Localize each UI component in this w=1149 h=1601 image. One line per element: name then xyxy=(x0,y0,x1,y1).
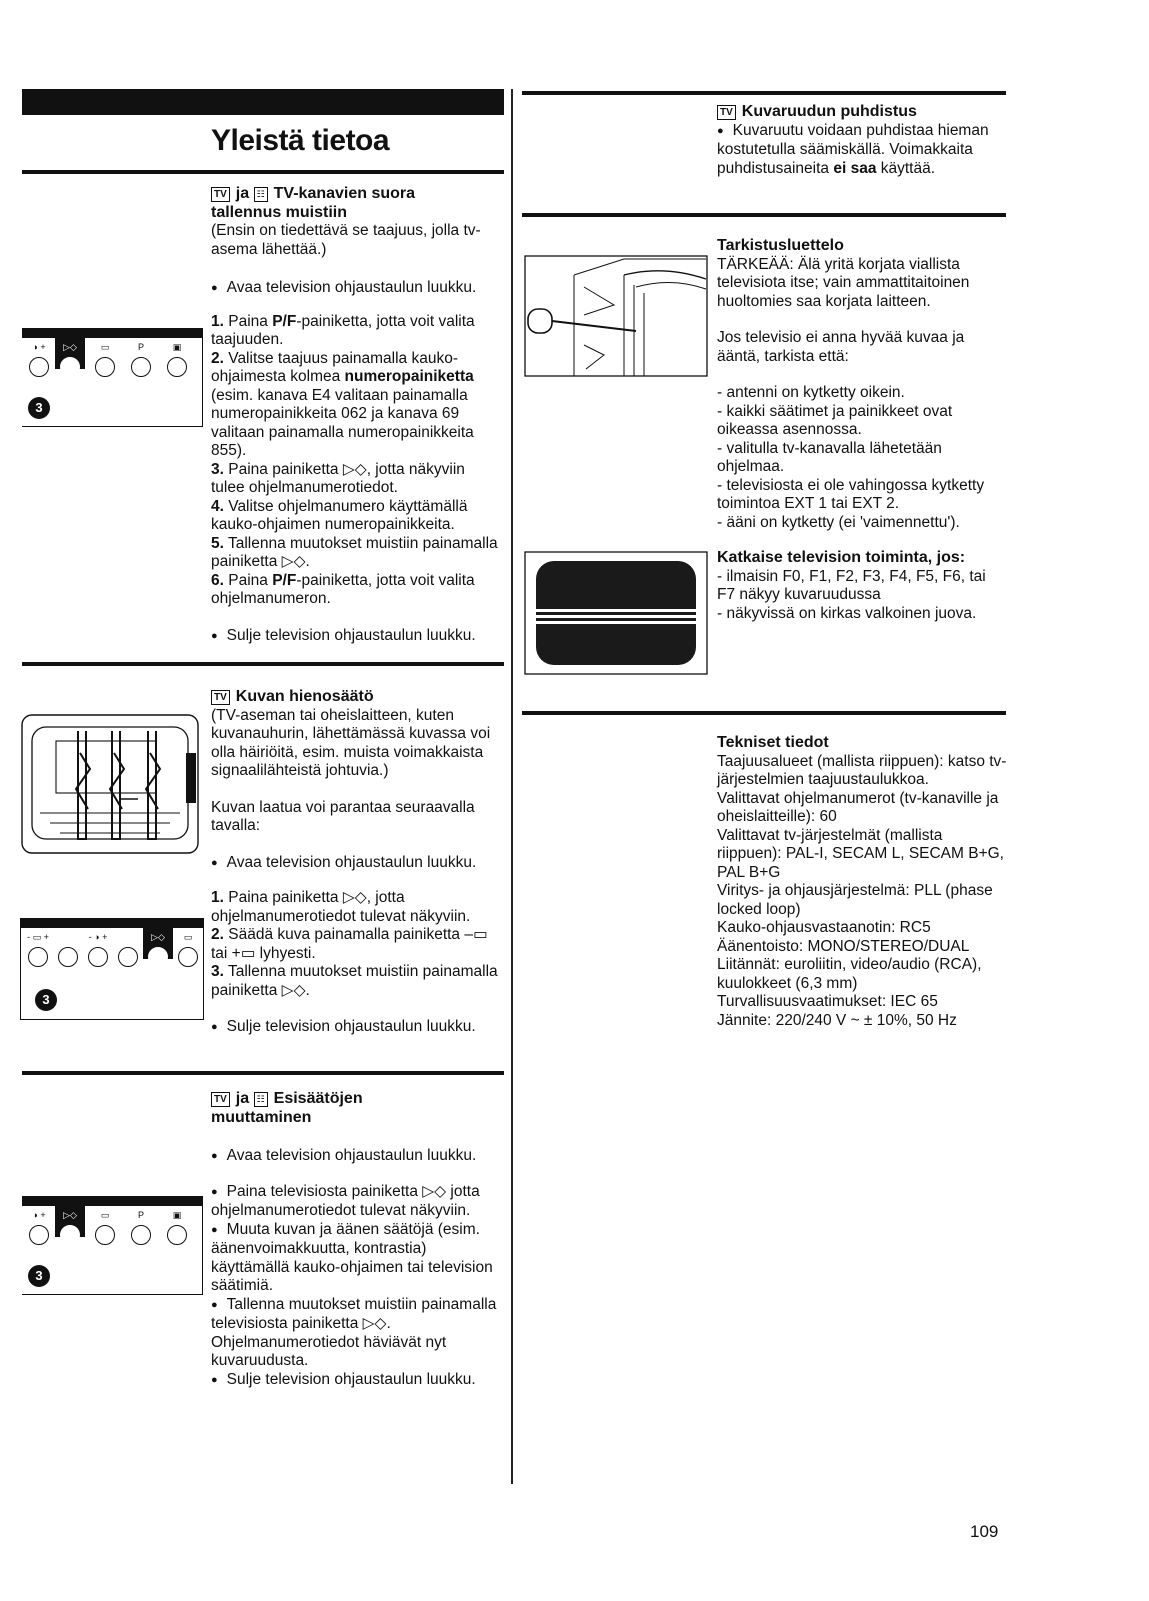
clean-heading-text: Kuvaruudun puhdistus xyxy=(741,103,917,120)
knob-system: ▣ xyxy=(162,1205,192,1237)
tech-line: Turvallisuusvaatimukset: IEC 65 xyxy=(717,993,938,1010)
step-number: 5. xyxy=(211,534,224,552)
knob-search: ▭ xyxy=(173,927,203,959)
shutdown-heading: Katkaise television toiminta, jos: xyxy=(717,549,966,566)
bullet-icon xyxy=(211,627,227,644)
fine-open xyxy=(211,854,501,874)
column-divider xyxy=(511,89,513,1484)
header-bar-left xyxy=(22,89,504,115)
step-text: Paina xyxy=(228,312,273,330)
presets-open-text: Avaa television ohjaustaulun luukku. xyxy=(226,1147,477,1164)
knob-search: ▭ xyxy=(90,337,120,369)
knob-contrast: ◑ + xyxy=(24,337,54,369)
presets-b1-text: Paina televisiosta painiketta ▷◇ jotta ohjelmanumerotiedot tulevat näkyviin. xyxy=(211,1182,480,1219)
presets-b1 xyxy=(211,1183,501,1221)
clean-text-a: Kuvaruutu voidaan puhdistaa hieman kostutetulla säämiskällä. Voimakkaita puhdistusaineita xyxy=(717,121,989,177)
step-text: Valitse ohjelmanumero käyttämällä kauko-ohjaimen numeropainikkeita. xyxy=(211,497,468,533)
shutdown-l2: - näkyvissä on kirkas valkoinen juova. xyxy=(717,604,977,622)
presets-b3-text: Tallenna muutokset muistiin painamalla televisiosta painiketta ▷◇. Ohjelmanumerotiedot häviävät nyt kuvaruudusta. xyxy=(211,1295,497,1369)
step-text: Tallenna muutokset muistiin painamalla painiketta ▷◇. xyxy=(211,534,498,570)
store-close xyxy=(211,627,501,647)
step-badge: 3 xyxy=(35,989,57,1011)
tv-icon: TV xyxy=(211,1092,230,1107)
knob-tuning xyxy=(53,927,83,959)
tv-icon: TV xyxy=(717,105,736,120)
title-underline xyxy=(22,170,504,174)
section-checklist xyxy=(717,237,1007,532)
section-fine-tuning xyxy=(211,688,501,1038)
tv-door-illustration xyxy=(20,713,200,855)
store-step xyxy=(211,461,501,498)
check-item: - valitulla tv-kanavalla lähetetään ohjelmaa. xyxy=(717,439,942,475)
bullet-icon xyxy=(211,1018,227,1035)
antenna-icon: ☷ xyxy=(254,1092,268,1107)
store-head-ja: ja xyxy=(235,185,250,202)
page-title: Yleistä tietoa xyxy=(211,124,390,157)
step-badge: 3 xyxy=(28,1265,50,1287)
section-rule xyxy=(522,213,1006,217)
check-item: - kaikki säätimet ja painikkeet ovat oikeassa asennossa. xyxy=(717,402,953,438)
bullet-icon xyxy=(211,1296,227,1313)
tech-line: Äänentoisto: MONO/STEREO/DUAL xyxy=(717,937,970,955)
section-technical xyxy=(717,734,1007,1030)
clean-heading xyxy=(717,103,1002,122)
step-number: 2. xyxy=(211,349,224,367)
tech-line: Jännite: 220/240 V ~ ± 10%, 50 Hz xyxy=(717,1011,957,1029)
step-number: 6. xyxy=(211,571,224,589)
fine-heading xyxy=(211,688,501,707)
knob-contrast-2 xyxy=(113,927,143,959)
presets-head-ja: ja xyxy=(235,1090,250,1107)
step-badge: 3 xyxy=(28,397,50,419)
store-heading xyxy=(211,185,501,222)
step-text: Valitse taajuus painamalla kauko-ohjaimesta kolmea xyxy=(211,349,459,385)
knob-prog: P xyxy=(126,1205,156,1237)
bullet-icon xyxy=(211,1147,227,1164)
presets-b2 xyxy=(211,1221,501,1296)
knob-store: ▷◇ xyxy=(55,1205,85,1237)
tv-icon: TV xyxy=(211,690,230,705)
step-bold: P/F xyxy=(272,571,297,589)
store-step xyxy=(211,498,501,535)
control-panel-diagram-2 xyxy=(20,918,204,1020)
header-rule-right xyxy=(522,91,1006,95)
store-step xyxy=(211,313,501,350)
presets-b2-text: Muuta kuvan ja äänen säätöjä (esim. äänenvoimakkuutta, kontrastia) käyttämällä kauko-ohjaimen tai television säätimiä. xyxy=(211,1220,493,1294)
check-item: - televisiosta ei ole vahingossa kytketty toimintoa EXT 1 tai EXT 2. xyxy=(717,476,985,512)
tech-line: Kauko-ohjausvastaanotin: RC5 xyxy=(717,919,931,936)
section-cleaning xyxy=(717,103,1002,178)
fine-step-1: 1. Paina painiketta ▷◇, jotta ohjelmanumerotiedot tulevat näkyviin. xyxy=(211,889,471,925)
knob-contrast: - ◑ + xyxy=(83,927,113,959)
section-rule xyxy=(522,711,1006,715)
tech-lines xyxy=(717,753,1007,1031)
store-close-text: Sulje television ohjaustaulun luukku. xyxy=(226,626,476,644)
step-text-2: -painiketta, jotta voit valita taajuuden. xyxy=(211,312,475,348)
control-panel-diagram-3 xyxy=(22,1196,203,1295)
presets-b4-text: Sulje television ohjaustaulun luukku. xyxy=(226,1370,476,1388)
step-bold: numeropainiketta xyxy=(344,368,474,385)
fine-step-2: 2. Säädä kuva painamalla painiketta –▭ tai +▭ lyhyesti. xyxy=(211,926,488,962)
step-text-2: (esim. kanava E4 valitaan painamalla numeropainikkeita 062 ja kanava 69 valitaan painamalla numeropainikkeita 855). xyxy=(211,386,474,459)
presets-heading-line2: muuttaminen xyxy=(211,1108,312,1126)
knob-system: ▣ xyxy=(162,337,192,369)
bullet-icon xyxy=(211,1221,227,1238)
control-panel-diagram-1 xyxy=(22,328,203,427)
clean-text-b: käyttää. xyxy=(876,159,936,177)
presets-heading-line1: Esisäätöjen xyxy=(273,1090,363,1107)
clean-text xyxy=(717,122,1002,179)
store-step xyxy=(211,535,501,572)
section-store xyxy=(211,185,501,646)
fine-intro: (TV-aseman tai oheislaitteen, kuten kuvanauhurin, lähettämässä kuvassa voi olla häiriöitä, esim. muista voimakkaista signaalilähteistä johtuvia.) xyxy=(211,706,491,779)
step-bold: P/F xyxy=(272,312,297,330)
store-heading-line2: tallennus muistiin xyxy=(211,203,348,221)
section-shutdown xyxy=(717,549,1007,623)
tech-line: Liitännät: euroliitin, video/audio (RCA), kuulokkeet (6,3 mm) xyxy=(717,956,982,992)
knob-contrast: ◑ + xyxy=(24,1205,54,1237)
knob-store: ▷◇ xyxy=(143,927,173,959)
fine-close-text: Sulje television ohjaustaulun luukku. xyxy=(226,1018,476,1035)
page-number: 109 xyxy=(970,1522,999,1541)
store-step xyxy=(211,572,501,609)
tv-white-line-illustration xyxy=(524,551,708,675)
step-text-2: -painiketta, jotta voit valita ohjelmanumeron. xyxy=(211,571,475,607)
check-heading: Tarkistusluettelo xyxy=(717,237,844,254)
tech-heading: Tekniset tiedot xyxy=(717,734,829,751)
tech-line: Valittavat tv-järjestelmät (mallista riippuen): PAL-I, SECAM L, SECAM B+G, PAL B+G xyxy=(717,826,1004,881)
fine-open-text: Avaa television ohjaustaulun luukku. xyxy=(226,853,477,871)
shutdown-l1: - ilmaisin F0, F1, F2, F3, F4, F5, F6, tai F7 näkyy kuvaruudussa xyxy=(717,567,986,603)
fine-step-3-text: Tallenna muutokset muistiin painamalla painiketta ▷◇. xyxy=(211,963,498,999)
fine-step-1-text: Paina painiketta ▷◇, jotta ohjelmanumerotiedot tulevat näkyviin. xyxy=(211,889,471,925)
presets-open xyxy=(211,1147,501,1167)
clean-text-bold: ei saa xyxy=(833,159,877,177)
knob-tuning-minus: - ▭ + xyxy=(23,927,53,959)
section-rule xyxy=(22,1071,504,1075)
bullet-icon xyxy=(211,1183,227,1200)
presets-b4 xyxy=(211,1371,501,1391)
check-item: - ääni on kytketty (ei 'vaimennettu'). xyxy=(717,513,960,531)
knob-store: ▷◇ xyxy=(55,337,85,369)
store-steps xyxy=(211,313,501,609)
bullet-icon xyxy=(717,122,733,139)
bullet-icon xyxy=(211,854,227,871)
step-number: 3. xyxy=(211,460,224,478)
antenna-icon: ☷ xyxy=(254,187,268,202)
step-text: Paina xyxy=(228,571,273,589)
section-presets xyxy=(211,1090,501,1390)
tech-line: Valittavat ohjelmanumerot (tv-kanaville ja oheislaitteille): 60 xyxy=(717,789,999,825)
fine-step-2-text: Säädä kuva painamalla painiketta –▭ tai +▭ lyhyesti. xyxy=(211,926,488,962)
fine-heading-text: Kuvan hienosäätö xyxy=(235,688,374,705)
fine-close xyxy=(211,1018,501,1038)
store-intro: (Ensin on tiedettävä se taajuus, jolla tv-asema lähettää.) xyxy=(211,222,481,258)
bullet-icon xyxy=(211,1371,227,1388)
check-intro: Jos televisio ei anna hyvää kuvaa ja ääntä, tarkista että: xyxy=(717,329,965,365)
store-open-text: Avaa television ohjaustaulun luukku. xyxy=(226,279,477,296)
fine-improve: Kuvan laatua voi parantaa seuraavalla tavalla: xyxy=(211,798,475,834)
store-heading-line1: TV-kanavien suora xyxy=(273,185,416,202)
check-important: TÄRKEÄÄ: Älä yritä korjata viallista televisiota itse; vain ammattitaitoinen huoltomies saa korjata laitteen. xyxy=(717,255,970,310)
section-rule xyxy=(22,662,504,666)
step-number: 1. xyxy=(211,312,224,330)
step-text: Paina painiketta ▷◇, jotta näkyviin tulee ohjelmanumerotiedot. xyxy=(211,460,465,496)
tv-icon: TV xyxy=(211,187,230,202)
fine-step-3: 3. Tallenna muutokset muistiin painamalla painiketta ▷◇. xyxy=(211,963,498,999)
store-open xyxy=(211,279,501,299)
bullet-icon xyxy=(211,279,227,296)
presets-b3 xyxy=(211,1296,501,1371)
knob-search: ▭ xyxy=(90,1205,120,1237)
tech-line: Viritys- ja ohjausjärjestelmä: PLL (phase locked loop) xyxy=(717,882,993,918)
tv-back-illustration xyxy=(524,255,708,377)
presets-heading xyxy=(211,1090,501,1127)
step-number: 4. xyxy=(211,497,224,515)
check-item: - antenni on kytketty oikein. xyxy=(717,384,905,401)
check-items xyxy=(717,384,1007,532)
store-step xyxy=(211,350,501,461)
tech-line: Taajuusalueet (mallista riippuen): katso tv-järjestelmien taajuustaulukkoa. xyxy=(717,752,1007,788)
knob-prog: P xyxy=(126,337,156,369)
